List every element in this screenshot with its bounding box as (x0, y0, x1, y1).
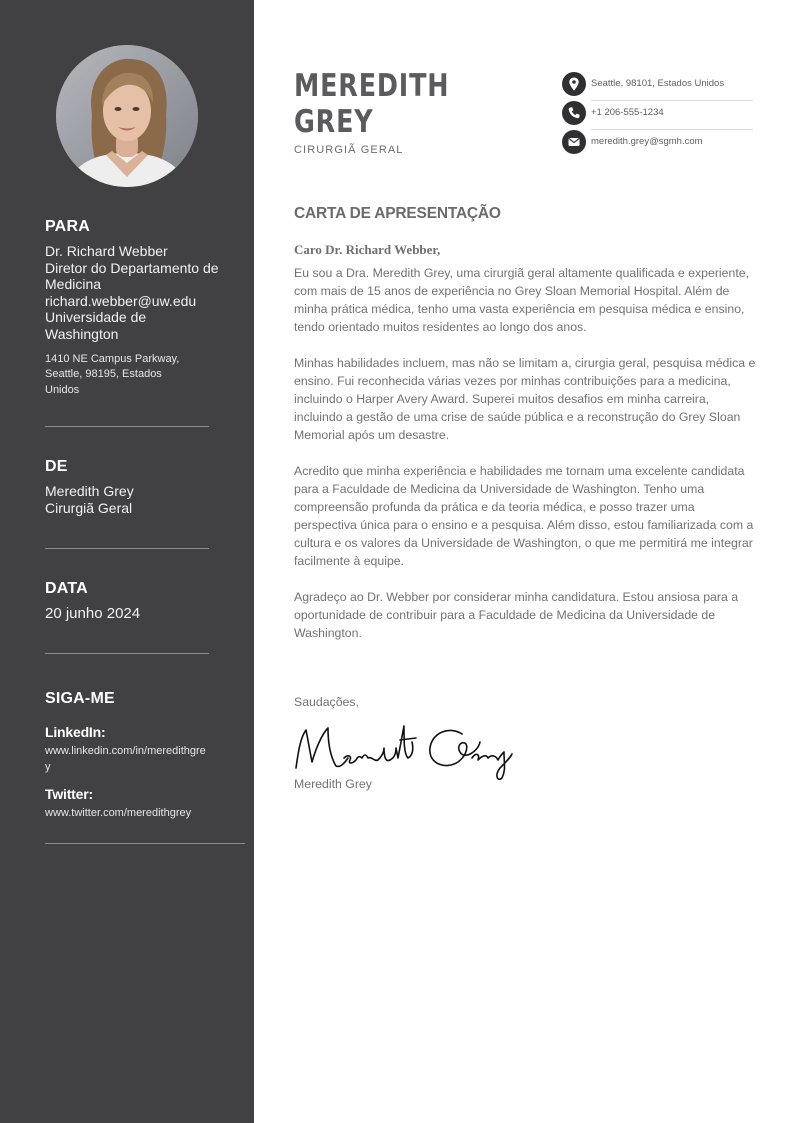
divider (45, 653, 209, 654)
divider (45, 843, 245, 844)
signer-name: Meredith Grey (294, 777, 372, 791)
role-subtitle: CIRURGIÃ GERAL (294, 144, 404, 156)
letter-paragraph: Eu sou a Dra. Meredith Grey, uma cirurgiã geral altamente qualificada e experiente, com mais de 15 anos de experiência no Grey Sloan Memorial Hospital. Além de minha prática médica, tenho uma vasta experiência em pesquisa médica e ensino, tendo orientado muitos residentes ao longo dos anos. (294, 266, 749, 334)
sender-name: Meredith Grey (45, 483, 134, 499)
phone-icon (562, 101, 586, 125)
letter-body (294, 264, 756, 660)
profile-photo (56, 45, 198, 187)
first-name: MEREDITH (294, 68, 450, 104)
date-heading: DATA (45, 580, 88, 597)
date-section (45, 580, 220, 622)
location-pin-icon (562, 72, 586, 96)
email-text[interactable]: meredith.grey@sgmh.com (591, 136, 703, 147)
page-title (294, 68, 449, 140)
sender-heading: DE (45, 458, 68, 475)
twitter-label: Twitter: (45, 786, 93, 802)
letter-salutation: Caro Dr. Richard Webber, (294, 242, 441, 257)
social-heading: SIGA-ME (45, 690, 115, 707)
recipient-address: 1410 NE Campus Parkway, Seattle, 98195, Estados Unidos (45, 352, 180, 396)
recipient-title: Diretor do Departamento de Medicina (45, 259, 219, 293)
last-name: GREY (294, 104, 374, 140)
contact-email (562, 130, 753, 159)
address-text: Seattle, 98101, Estados Unidos (591, 78, 725, 89)
recipient-heading: PARA (45, 218, 90, 235)
twitter-link[interactable]: www.twitter.com/meredithgrey (45, 807, 192, 819)
linkedin-link[interactable]: www.linkedin.com/in/meredithgrey (45, 745, 206, 773)
letter-closing: Saudações, (294, 695, 359, 709)
letter-paragraph: Agradeço ao Dr. Webber por considerar minha candidatura. Estou ansiosa para a oportunidade de contribuir para a Faculdade de Medicina da Universidade de Washington. (294, 590, 739, 640)
letter-paragraph: Minhas habilidades incluem, mas não se limitam a, cirurgia geral, pesquisa médica e ensino. Fui reconhecida várias vezes por minhas contribuições para a medicina, incluindo o Harper Avery Award. Superei muitos desafios em minha carreira, incluindo a gestão de uma crise de saúde pública e a reconstrução do Grey Sloan Memorial após um desastre. (294, 356, 756, 442)
contact-address (562, 72, 753, 101)
letter-paragraph: Acredito que minha experiência e habilidades me tornam uma excelente candidata para a Faculdade de Medicina da Universidade de Washington. Tenho uma compreensão profunda da prática e da teoria médica, e posso trazer uma perspectiva única para o ensino e a pesquisa. Além disso, estou familiarizada com a cultura e os valores da Universidade de Washington, o que me permitirá me integrar facilmente à equipe. (294, 464, 754, 568)
phone-text[interactable]: +1 206-555-1234 (591, 107, 664, 118)
recipient-institution: Universidade de Washington (45, 309, 147, 342)
signature-icon (292, 718, 522, 784)
divider (45, 426, 209, 427)
sidebar (0, 0, 254, 1123)
sender-section (45, 458, 220, 516)
mail-icon (562, 130, 586, 154)
divider (45, 548, 209, 549)
recipient-email[interactable]: richard.webber@uw.edu (45, 292, 197, 309)
recipient-name: Dr. Richard Webber (45, 243, 168, 259)
linkedin-label: LinkedIn: (45, 724, 106, 740)
date-value: 20 junho 2024 (45, 605, 141, 622)
avatar-icon (56, 45, 198, 187)
recipient-section (45, 218, 220, 398)
social-section (45, 690, 220, 821)
sender-title: Cirurgiã Geral (45, 499, 133, 516)
contact-phone (562, 101, 753, 130)
letter-title: CARTA DE APRESENTAÇÃO (294, 205, 501, 222)
